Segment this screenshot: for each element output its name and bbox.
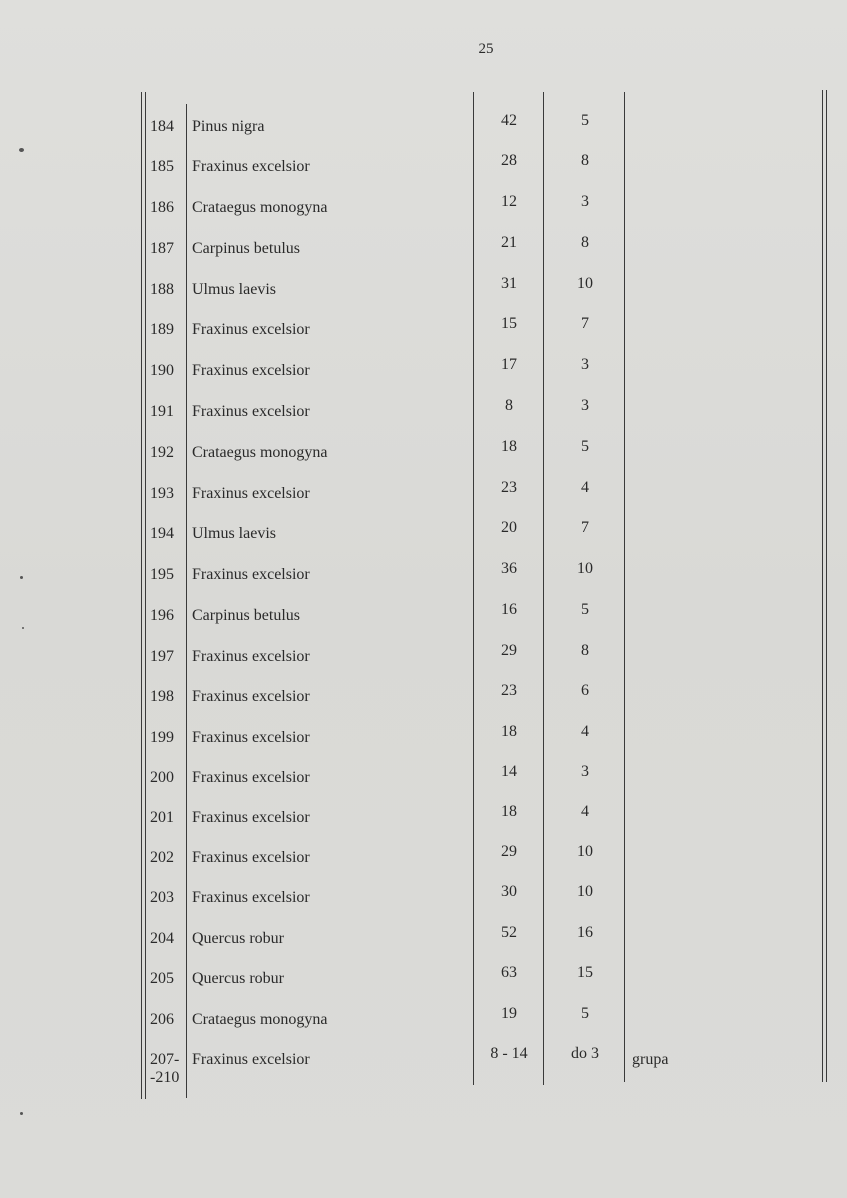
value-col-1: 14 xyxy=(501,763,517,780)
table-row xyxy=(0,519,847,565)
value-col-1: 31 xyxy=(501,275,517,292)
species-name: Fraxinus excelsior xyxy=(192,158,310,175)
table-row xyxy=(0,234,847,280)
table-row xyxy=(0,560,847,606)
value-col-1: 30 xyxy=(501,883,517,900)
species-name: Fraxinus excelsior xyxy=(192,485,310,502)
row-number: 205 xyxy=(150,970,174,987)
value-col-1: 29 xyxy=(501,642,517,659)
value-col-1: 63 xyxy=(501,964,517,981)
table-row xyxy=(0,723,847,769)
table-row xyxy=(0,763,847,809)
value-col-2: 8 xyxy=(581,152,589,169)
row-number: 188 xyxy=(150,281,174,298)
table-row xyxy=(0,397,847,443)
row-number: 185 xyxy=(150,158,174,175)
row-number: 198 xyxy=(150,688,174,705)
value-col-2: 3 xyxy=(581,763,589,780)
row-number: 193 xyxy=(150,485,174,502)
value-col-1: 8 - 14 xyxy=(490,1045,528,1062)
row-number: 190 xyxy=(150,362,174,379)
value-col-2: 3 xyxy=(581,356,589,373)
value-col-1: 52 xyxy=(501,924,517,941)
value-col-1: 8 xyxy=(505,397,513,414)
scan-speck xyxy=(20,1112,23,1115)
table-row xyxy=(0,642,847,688)
value-col-1: 15 xyxy=(501,315,517,332)
value-col-1: 42 xyxy=(501,112,517,129)
table-row xyxy=(0,275,847,321)
table-row xyxy=(0,924,847,970)
table-row xyxy=(0,438,847,484)
value-col-1: 23 xyxy=(501,682,517,699)
row-number: 192 xyxy=(150,444,174,461)
row-number: 200 xyxy=(150,769,174,786)
value-col-2: do 3 xyxy=(571,1045,599,1062)
value-col-2: 4 xyxy=(581,803,589,820)
species-name: Carpinus betulus xyxy=(192,240,300,257)
table-row xyxy=(0,152,847,198)
row-number: 189 xyxy=(150,321,174,338)
value-col-1: 36 xyxy=(501,560,517,577)
value-col-2: 7 xyxy=(581,315,589,332)
species-name: Fraxinus excelsior xyxy=(192,769,310,786)
value-col-1: 23 xyxy=(501,479,517,496)
row-number: 207- -210 xyxy=(150,1051,180,1086)
value-col-2: 10 xyxy=(577,275,593,292)
value-col-2: 8 xyxy=(581,642,589,659)
species-name: Crataegus monogyna xyxy=(192,199,328,216)
value-col-1: 12 xyxy=(501,193,517,210)
value-col-1: 20 xyxy=(501,519,517,536)
value-col-2: 4 xyxy=(581,723,589,740)
table-row xyxy=(0,682,847,728)
value-col-2: 16 xyxy=(577,924,593,941)
table-row xyxy=(0,803,847,849)
species-name: Fraxinus excelsior xyxy=(192,1051,310,1068)
table-row xyxy=(0,1045,847,1091)
value-col-1: 18 xyxy=(501,723,517,740)
table-row xyxy=(0,1005,847,1051)
row-number: 206 xyxy=(150,1011,174,1028)
value-col-2: 10 xyxy=(577,843,593,860)
row-number: 204 xyxy=(150,930,174,947)
row-number: 203 xyxy=(150,889,174,906)
row-number: 194 xyxy=(150,525,174,542)
value-col-1: 19 xyxy=(501,1005,517,1022)
species-name: Fraxinus excelsior xyxy=(192,403,310,420)
value-col-1: 29 xyxy=(501,843,517,860)
species-name: Pinus nigra xyxy=(192,118,265,135)
species-name: Fraxinus excelsior xyxy=(192,729,310,746)
value-col-2: 3 xyxy=(581,397,589,414)
species-name: Crataegus monogyna xyxy=(192,444,328,461)
table-row xyxy=(0,883,847,929)
value-col-2: 4 xyxy=(581,479,589,496)
value-col-1: 17 xyxy=(501,356,517,373)
table-row xyxy=(0,601,847,647)
row-number: 201 xyxy=(150,809,174,826)
species-name: Fraxinus excelsior xyxy=(192,321,310,338)
species-name: Quercus robur xyxy=(192,930,284,947)
row-number: 199 xyxy=(150,729,174,746)
table-row xyxy=(0,112,847,158)
row-number: 197 xyxy=(150,648,174,665)
scan-speck xyxy=(20,576,23,579)
species-name: Quercus robur xyxy=(192,970,284,987)
species-name: Fraxinus excelsior xyxy=(192,809,310,826)
scan-speck xyxy=(19,148,24,152)
species-name: Ulmus laevis xyxy=(192,281,276,298)
species-name: Fraxinus excelsior xyxy=(192,889,310,906)
value-col-2: 3 xyxy=(581,193,589,210)
value-col-2: 5 xyxy=(581,601,589,618)
value-col-2: 15 xyxy=(577,964,593,981)
value-col-2: 5 xyxy=(581,438,589,455)
row-number: 195 xyxy=(150,566,174,583)
table-row xyxy=(0,193,847,239)
value-col-1: 18 xyxy=(501,438,517,455)
value-col-1: 18 xyxy=(501,803,517,820)
page-number: 25 xyxy=(478,41,494,57)
species-name: Fraxinus excelsior xyxy=(192,648,310,665)
row-number: 186 xyxy=(150,199,174,216)
row-number: 187 xyxy=(150,240,174,257)
species-name: Fraxinus excelsior xyxy=(192,362,310,379)
value-col-2: 6 xyxy=(581,682,589,699)
row-number: 184 xyxy=(150,118,174,135)
value-col-1: 28 xyxy=(501,152,517,169)
species-name: Ulmus laevis xyxy=(192,525,276,542)
value-col-2: 5 xyxy=(581,1005,589,1022)
species-name: Carpinus betulus xyxy=(192,607,300,624)
table-row xyxy=(0,479,847,525)
value-col-2: 10 xyxy=(577,560,593,577)
value-col-2: 7 xyxy=(581,519,589,536)
table-row xyxy=(0,315,847,361)
species-name: Crataegus monogyna xyxy=(192,1011,328,1028)
note: grupa xyxy=(632,1051,669,1068)
species-name: Fraxinus excelsior xyxy=(192,849,310,866)
scan-speck xyxy=(22,627,24,629)
species-name: Fraxinus excelsior xyxy=(192,688,310,705)
table-row xyxy=(0,356,847,402)
value-col-1: 21 xyxy=(501,234,517,251)
row-number: 196 xyxy=(150,607,174,624)
row-number: 202 xyxy=(150,849,174,866)
value-col-2: 10 xyxy=(577,883,593,900)
table-row xyxy=(0,964,847,1010)
value-col-2: 5 xyxy=(581,112,589,129)
species-name: Fraxinus excelsior xyxy=(192,566,310,583)
value-col-1: 16 xyxy=(501,601,517,618)
table-row xyxy=(0,843,847,889)
row-number: 191 xyxy=(150,403,174,420)
value-col-2: 8 xyxy=(581,234,589,251)
